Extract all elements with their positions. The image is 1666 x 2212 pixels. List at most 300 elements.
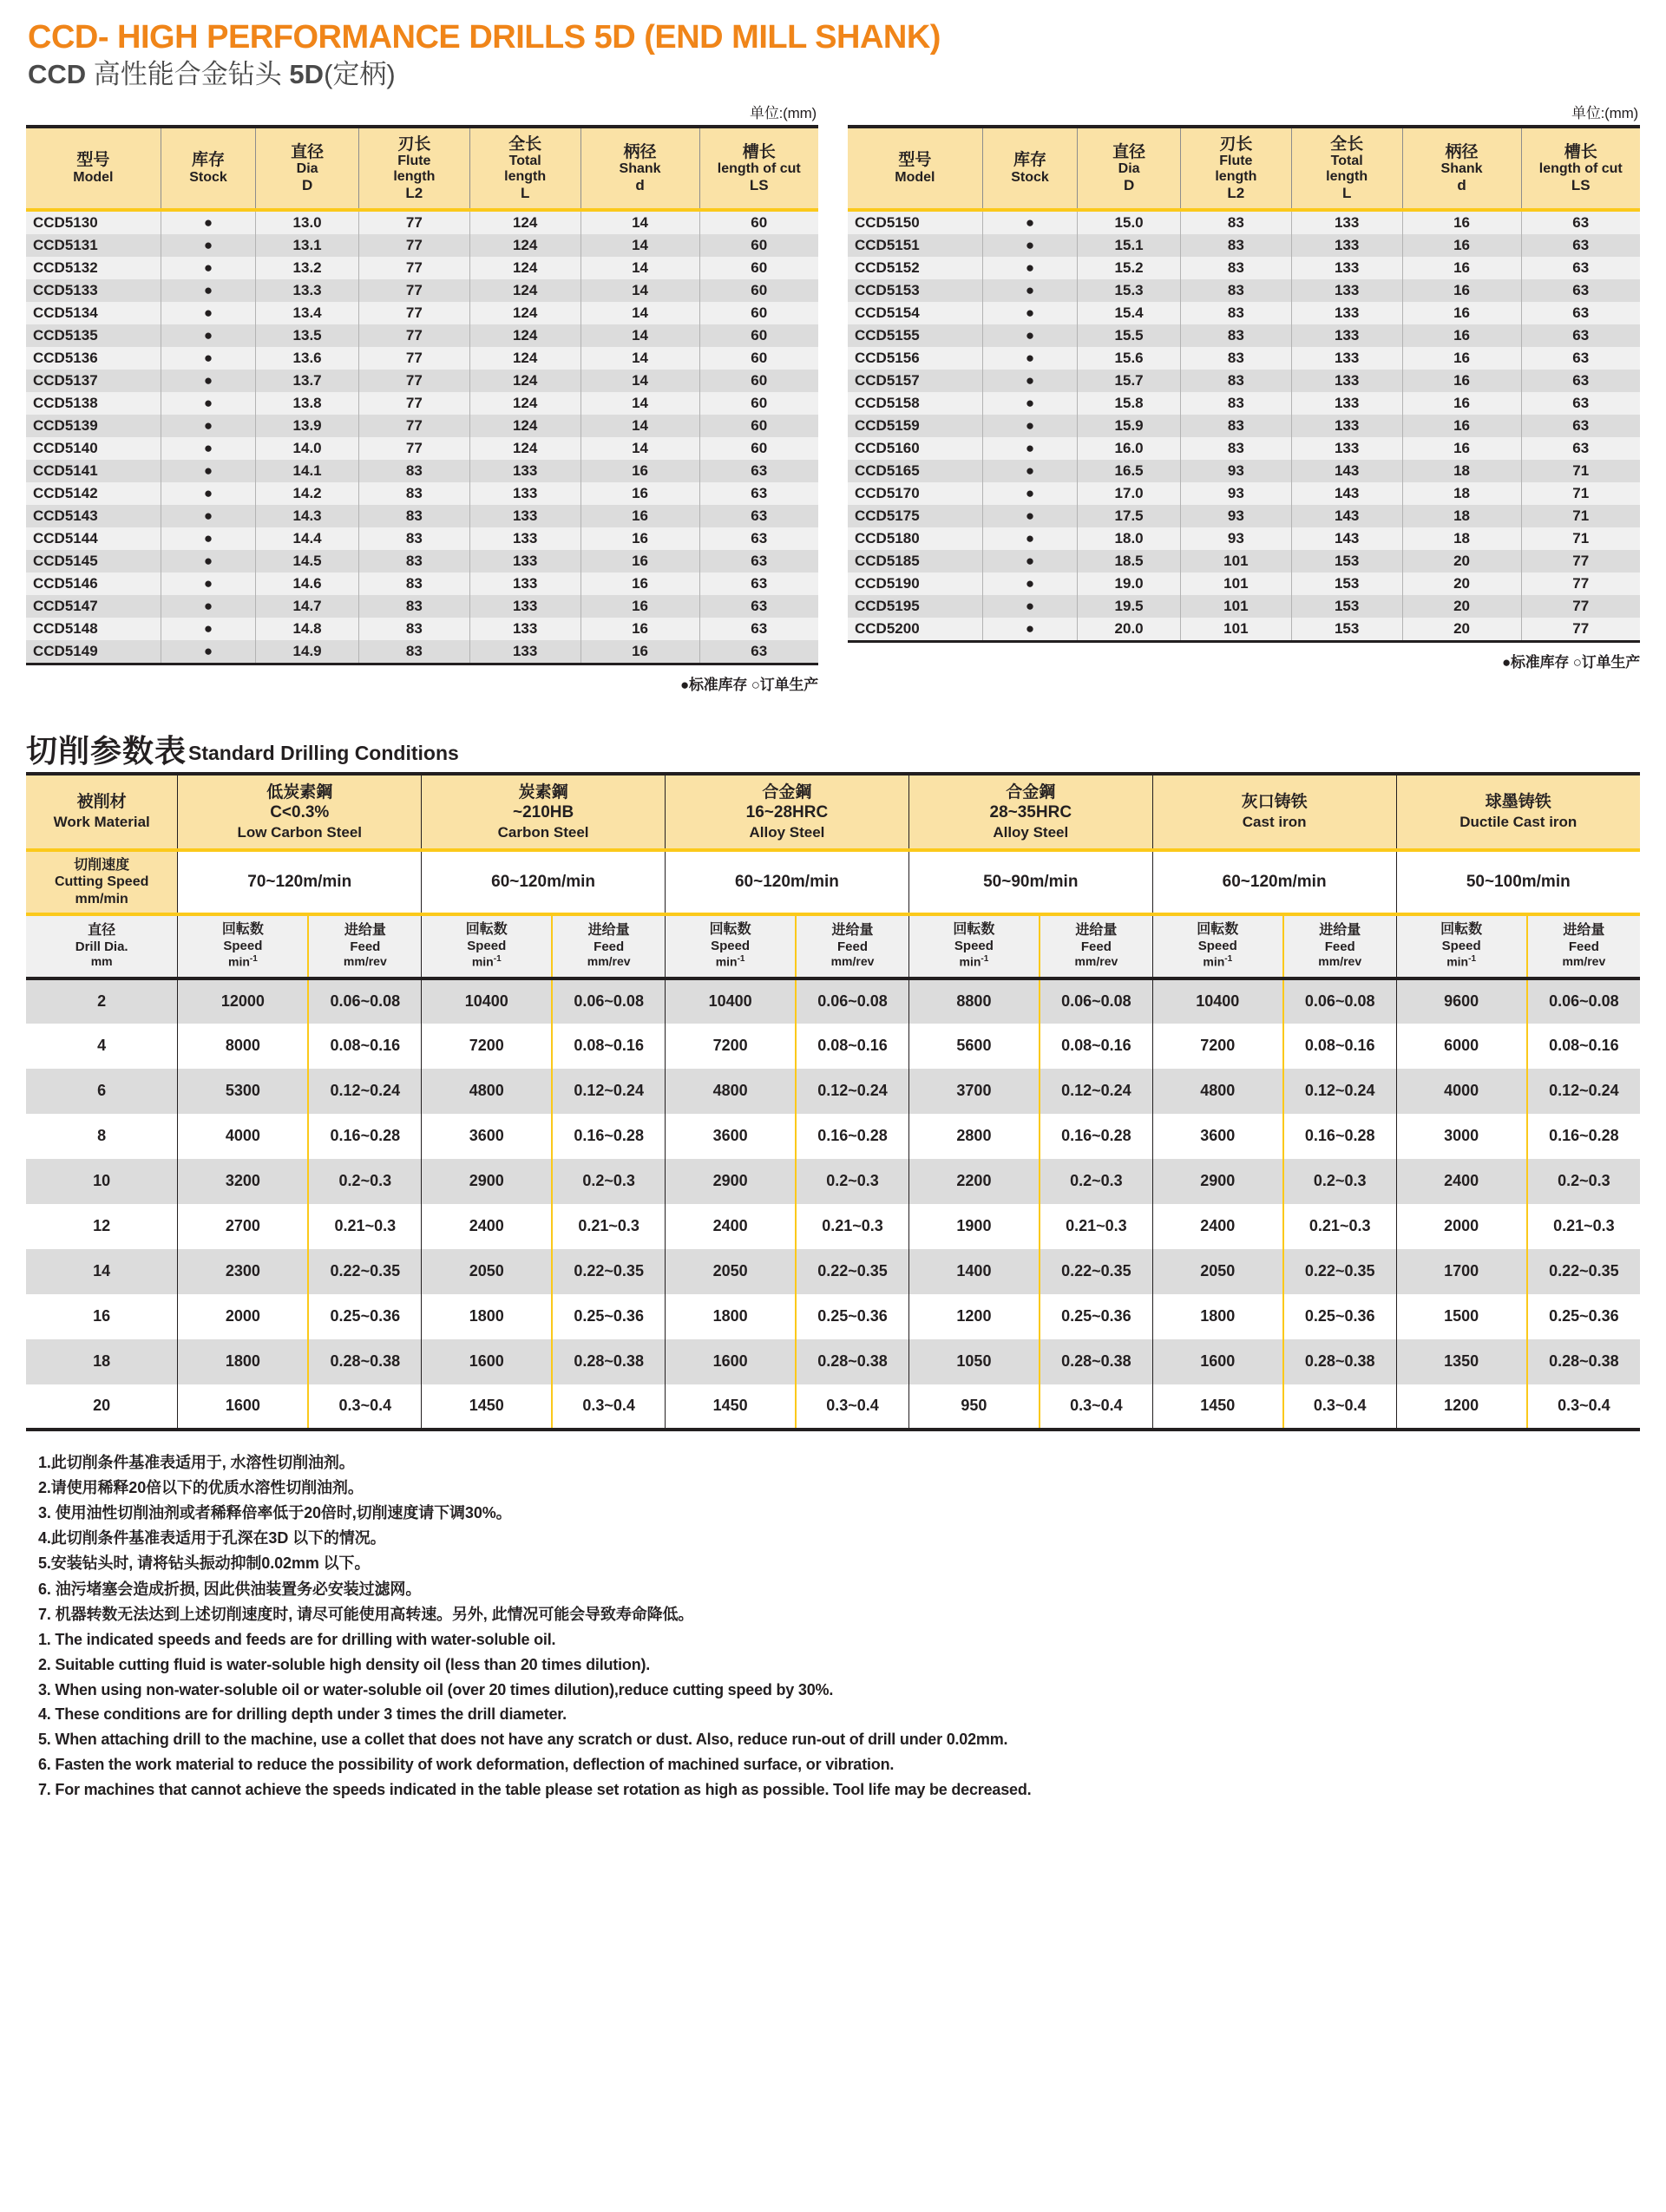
table-row [26, 640, 818, 664]
spec-value-cell: 60 [699, 324, 818, 347]
feed-cell: 0.25~0.36 [796, 1294, 908, 1339]
spec-value-cell: 133 [1291, 257, 1402, 279]
footnote-chinese: 7. 机器转数无法达到上述切削速度时, 请尽可能使用高转速。另外, 此情况可能会导致寿命降低。 [38, 1605, 694, 1623]
feed-cell: 0.3~0.4 [796, 1384, 908, 1430]
feed-cell: 0.06~0.08 [308, 978, 421, 1024]
model-cell: CCD5148 [26, 618, 161, 640]
table-row [26, 527, 818, 550]
spec-value-cell: 124 [469, 324, 580, 347]
spec-value-cell: 83 [358, 482, 469, 505]
stock-cell [982, 460, 1078, 482]
feed-cell: 0.06~0.08 [1527, 978, 1640, 1024]
spec-value-cell: 63 [1521, 324, 1640, 347]
speed-subheader [1152, 914, 1283, 978]
spec-value-cell: 77 [1521, 573, 1640, 595]
spec-col-header-en: Total length [504, 154, 547, 185]
stock-dot-icon: ● [203, 213, 213, 231]
spec-value-cell: 60 [699, 302, 818, 324]
stock-cell [161, 370, 256, 392]
feed-label-cn: 进给量 [587, 922, 630, 938]
speed-cell: 3600 [1152, 1114, 1283, 1159]
spec-value-cell: 77 [358, 347, 469, 370]
feed-cell: 0.21~0.3 [796, 1204, 908, 1249]
stock-dot-icon: ● [203, 236, 213, 253]
model-cell: CCD5146 [26, 573, 161, 595]
spec-value-cell: 124 [469, 347, 580, 370]
table-row [848, 370, 1640, 392]
speed-label-en: Speed [223, 939, 263, 954]
spec-value-cell: 143 [1291, 505, 1402, 527]
spec-value-cell: 13.9 [256, 415, 359, 437]
stock-cell [161, 482, 256, 505]
spec-col-header [1402, 127, 1521, 210]
table-row [26, 279, 818, 302]
drill-dia-cell: 18 [26, 1339, 178, 1384]
spec-value-cell: 83 [1180, 392, 1291, 415]
table-row [26, 210, 818, 234]
speed-cell: 1350 [1396, 1339, 1527, 1384]
stock-dot-icon: ● [1025, 484, 1035, 501]
stock-dot-icon: ● [1025, 371, 1035, 389]
table-row [26, 1159, 1640, 1204]
spec-table-right-column [848, 101, 1640, 671]
spec-value-cell: 71 [1521, 460, 1640, 482]
unit-label-left: 单位:(mm) [750, 104, 817, 121]
speed-cell: 3700 [908, 1069, 1040, 1114]
stock-dot-icon: ● [203, 281, 213, 298]
speed-cell: 1450 [1152, 1384, 1283, 1430]
model-cell: CCD5134 [26, 302, 161, 324]
spec-col-header [26, 127, 161, 210]
spec-value-cell: 63 [1521, 302, 1640, 324]
spec-value-cell: 153 [1291, 550, 1402, 573]
table-row [26, 392, 818, 415]
stock-cell [982, 347, 1078, 370]
spec-col-header-symbol: d [1457, 177, 1466, 194]
material-name-cn: 球墨铸铁 [1485, 793, 1551, 812]
feed-label-en: Feed [1568, 939, 1599, 954]
speed-subheader [908, 914, 1040, 978]
spec-value-cell: 133 [469, 595, 580, 618]
stock-cell [161, 234, 256, 257]
feed-cell: 0.12~0.24 [552, 1069, 665, 1114]
spec-col-header [1180, 127, 1291, 210]
spec-col-header-cn: 库存 [1013, 151, 1046, 170]
stock-dot-icon: ● [1025, 281, 1035, 298]
feed-cell: 0.21~0.3 [552, 1204, 665, 1249]
spec-col-header-cn: 槽长 [742, 142, 776, 161]
table-row [848, 527, 1640, 550]
spec-value-cell: 63 [699, 595, 818, 618]
model-cell: CCD5133 [26, 279, 161, 302]
table-row [848, 257, 1640, 279]
spec-col-header [848, 127, 982, 210]
speed-cell: 4800 [666, 1069, 797, 1114]
drill-dia-cell: 4 [26, 1024, 178, 1069]
feed-cell: 0.21~0.3 [308, 1204, 421, 1249]
cutting-speed-value: 60~120m/min [1152, 850, 1396, 914]
stock-dot-icon: ● [203, 552, 213, 569]
speed-cell: 1800 [178, 1339, 309, 1384]
spec-value-cell: 77 [1521, 595, 1640, 618]
table-row [26, 482, 818, 505]
spec-value-cell: 14.3 [256, 505, 359, 527]
spec-value-cell: 60 [699, 347, 818, 370]
model-cell: CCD5180 [848, 527, 982, 550]
stock-dot-icon: ● [1025, 552, 1035, 569]
stock-cell [161, 392, 256, 415]
spec-value-cell: 16 [580, 482, 699, 505]
speed-cell: 3600 [422, 1114, 553, 1159]
speed-cell: 12000 [178, 978, 309, 1024]
speed-feed-subheader-row [26, 914, 1640, 978]
spec-value-cell: 15.2 [1078, 257, 1181, 279]
work-material-label-en: Work Material [53, 814, 150, 831]
speed-label-en: Speed [1441, 939, 1481, 954]
stock-dot-icon: ● [1025, 213, 1035, 231]
feed-cell: 0.08~0.16 [1040, 1024, 1152, 1069]
table-row [848, 618, 1640, 642]
speed-cell: 1600 [422, 1339, 553, 1384]
table-row [26, 460, 818, 482]
speed-label-cn: 回転数 [1197, 922, 1239, 938]
speed-cell: 2000 [1396, 1204, 1527, 1249]
stock-cell [982, 302, 1078, 324]
speed-unit: $\min^{-1}$ [1446, 954, 1477, 969]
spec-col-header-symbol: d [635, 177, 645, 194]
spec-value-cell: 133 [469, 550, 580, 573]
spec-col-header-cn: 直径 [1112, 142, 1146, 161]
stock-cell [161, 415, 256, 437]
stock-dot-icon: ● [203, 326, 213, 344]
spec-value-cell: 13.4 [256, 302, 359, 324]
spec-col-header-en: Dia [296, 161, 318, 177]
spec-value-cell: 63 [699, 482, 818, 505]
material-header-cell [1396, 774, 1640, 851]
spec-table-left [26, 125, 818, 665]
speed-label-cn: 回転数 [953, 922, 995, 938]
spec-value-cell: 16 [1402, 302, 1521, 324]
spec-value-cell: 15.3 [1078, 279, 1181, 302]
feed-cell: 0.2~0.3 [1040, 1159, 1152, 1204]
feed-cell: 0.06~0.08 [552, 978, 665, 1024]
spec-col-header-symbol: D [301, 177, 313, 194]
spec-col-header-cn: 柄径 [1445, 142, 1479, 161]
spec-col-header-cn: 库存 [191, 151, 225, 170]
spec-value-cell: 83 [1180, 279, 1291, 302]
spec-value-cell: 60 [699, 279, 818, 302]
speed-cell: 1800 [422, 1294, 553, 1339]
spec-col-header-cn: 直径 [291, 142, 325, 161]
spec-value-cell: 13.3 [256, 279, 359, 302]
stock-dot-icon: ● [203, 416, 213, 434]
feed-cell: 0.22~0.35 [796, 1249, 908, 1294]
speed-cell: 7200 [422, 1024, 553, 1069]
spec-value-cell: 16 [580, 573, 699, 595]
spec-value-cell: 14 [580, 324, 699, 347]
model-cell: CCD5165 [848, 460, 982, 482]
cutting-speed-label-cn: 切削速度 [74, 858, 130, 874]
spec-value-cell: 15.9 [1078, 415, 1181, 437]
spec-col-header-symbol: L [520, 185, 530, 202]
speed-cell: 2900 [422, 1159, 553, 1204]
spec-value-cell: 13.0 [256, 210, 359, 234]
stock-dot-icon: ● [1025, 619, 1035, 637]
feed-cell: 0.08~0.16 [308, 1024, 421, 1069]
spec-value-cell: 133 [1291, 302, 1402, 324]
stock-dot-icon: ● [203, 507, 213, 524]
speed-label-en: Speed [1197, 939, 1237, 954]
stock-cell [161, 347, 256, 370]
model-cell: CCD5157 [848, 370, 982, 392]
feed-label-cn: 进给量 [1075, 922, 1118, 938]
stock-cell [982, 370, 1078, 392]
spec-value-cell: 16 [1402, 437, 1521, 460]
model-cell: CCD5132 [26, 257, 161, 279]
page-title-english: CCD- HIGH PERFORMANCE DRILLS 5D (END MILL SHANK) [28, 19, 941, 56]
table-row [26, 573, 818, 595]
stock-cell [982, 527, 1078, 550]
spec-value-cell: 133 [469, 618, 580, 640]
spec-value-cell: 15.0 [1078, 210, 1181, 234]
title-cn-body: 高性能合金钻头 [93, 58, 282, 89]
spec-value-cell: 63 [1521, 347, 1640, 370]
spec-col-header [982, 127, 1078, 210]
table-row [848, 210, 1640, 234]
spec-col-header-symbol: D [1123, 177, 1135, 194]
stock-dot-icon: ● [1025, 439, 1035, 456]
spec-col-header [469, 127, 580, 210]
feed-cell: 0.3~0.4 [308, 1384, 421, 1430]
spec-value-cell: 83 [1180, 370, 1291, 392]
spec-value-cell: 93 [1180, 460, 1291, 482]
spec-value-cell: 77 [358, 210, 469, 234]
speed-unit: $\min^{-1}$ [959, 954, 989, 969]
speed-unit: $\min^{-1}$ [1203, 954, 1233, 969]
cutting-heading-chinese: 切削参数表 [26, 732, 187, 769]
spec-value-cell: 16 [1402, 279, 1521, 302]
table-row [26, 347, 818, 370]
model-cell: CCD5136 [26, 347, 161, 370]
table-row [26, 978, 1640, 1024]
spec-value-cell: 83 [358, 595, 469, 618]
spec-value-cell: 60 [699, 437, 818, 460]
feed-cell: 0.21~0.3 [1283, 1204, 1396, 1249]
spec-value-cell: 15.7 [1078, 370, 1181, 392]
feed-label-en: Feed [350, 939, 381, 954]
speed-cell: 4800 [422, 1069, 553, 1114]
material-name-en: Cast iron [1242, 814, 1307, 831]
cutting-conditions-heading [26, 732, 1640, 769]
speed-cell: 2000 [178, 1294, 309, 1339]
spec-value-cell: 83 [358, 527, 469, 550]
spec-col-header-symbol: L [1341, 185, 1352, 202]
spec-value-cell: 77 [358, 234, 469, 257]
spec-value-cell: 14 [580, 347, 699, 370]
material-name-cn: 合金鋼 [1006, 782, 1056, 802]
drill-dia-cell: 2 [26, 978, 178, 1024]
spec-value-cell: 93 [1180, 482, 1291, 505]
model-cell: CCD5152 [848, 257, 982, 279]
table-row [26, 1294, 1640, 1339]
spec-col-header-en: length of cut [1538, 161, 1623, 177]
stock-cell [982, 505, 1078, 527]
spec-value-cell: 83 [1180, 347, 1291, 370]
spec-value-cell: 124 [469, 392, 580, 415]
spec-value-cell: 124 [469, 210, 580, 234]
spec-value-cell: 16 [580, 550, 699, 573]
drill-dia-cell: 16 [26, 1294, 178, 1339]
stock-cell [161, 437, 256, 460]
model-cell: CCD5137 [26, 370, 161, 392]
spec-value-cell: 83 [1180, 257, 1291, 279]
material-header-cell [178, 774, 422, 851]
spec-value-cell: 17.5 [1078, 505, 1181, 527]
spec-col-header-en: Flute length [393, 154, 436, 185]
spec-value-cell: 16 [1402, 324, 1521, 347]
spec-value-cell: 16 [1402, 415, 1521, 437]
stock-cell [982, 573, 1078, 595]
speed-cell: 1450 [666, 1384, 797, 1430]
spec-col-header-cn: 刃长 [397, 134, 431, 154]
model-cell: CCD5143 [26, 505, 161, 527]
spec-value-cell: 14.0 [256, 437, 359, 460]
model-cell: CCD5131 [26, 234, 161, 257]
speed-unit: $\min^{-1}$ [228, 954, 258, 969]
feed-cell: 0.28~0.38 [796, 1339, 908, 1384]
spec-col-header [1521, 127, 1640, 210]
speed-label-cn: 回転数 [221, 922, 264, 938]
model-cell: CCD5175 [848, 505, 982, 527]
stock-dot-icon: ● [1025, 529, 1035, 546]
spec-value-cell: 16 [1402, 347, 1521, 370]
stock-dot-icon: ● [1025, 394, 1035, 411]
table-row [848, 505, 1640, 527]
feed-label-cn: 进给量 [831, 922, 874, 938]
spec-value-cell: 13.2 [256, 257, 359, 279]
feed-cell: 0.3~0.4 [552, 1384, 665, 1430]
feed-subheader [1527, 914, 1640, 978]
spec-value-cell: 14.2 [256, 482, 359, 505]
spec-value-cell: 14 [580, 302, 699, 324]
stock-dot-icon: ● [1025, 349, 1035, 366]
spec-value-cell: 133 [1291, 347, 1402, 370]
feed-subheader [1283, 914, 1396, 978]
spec-value-cell: 16 [1402, 257, 1521, 279]
feed-unit: mm/rev [587, 954, 631, 969]
speed-cell: 1600 [178, 1384, 309, 1430]
spec-table-left-body [26, 210, 818, 664]
material-name-cn: 合金鋼 [762, 782, 812, 802]
speed-cell: 1200 [908, 1294, 1040, 1339]
stock-dot-icon: ● [203, 642, 213, 659]
spec-value-cell: 18.0 [1078, 527, 1181, 550]
model-cell: CCD5156 [848, 347, 982, 370]
cutting-speed-value: 70~120m/min [178, 850, 422, 914]
speed-cell: 950 [908, 1384, 1040, 1430]
model-cell: CCD5147 [26, 595, 161, 618]
spec-value-cell: 63 [1521, 279, 1640, 302]
cutting-speed-label [26, 850, 178, 914]
model-cell: CCD5195 [848, 595, 982, 618]
stock-dot-icon: ● [203, 371, 213, 389]
feed-cell: 0.08~0.16 [1527, 1024, 1640, 1069]
stock-dot-icon: ● [1025, 574, 1035, 592]
speed-cell: 3600 [666, 1114, 797, 1159]
model-cell: CCD5200 [848, 618, 982, 642]
spec-col-header-en: Total length [1326, 154, 1368, 185]
spec-value-cell: 16.5 [1078, 460, 1181, 482]
spec-value-cell: 83 [1180, 302, 1291, 324]
spec-value-cell: 133 [469, 482, 580, 505]
spec-value-cell: 77 [358, 302, 469, 324]
spec-value-cell: 63 [699, 618, 818, 640]
spec-value-cell: 63 [699, 640, 818, 664]
spec-value-cell: 71 [1521, 482, 1640, 505]
feed-label-cn: 进给量 [1563, 922, 1605, 938]
spec-value-cell: 18 [1402, 460, 1521, 482]
spec-value-cell: 133 [1291, 415, 1402, 437]
feed-unit: mm/rev [830, 954, 875, 969]
speed-label-en: Speed [711, 939, 751, 954]
spec-value-cell: 124 [469, 415, 580, 437]
material-name-en: Alloy Steel [993, 824, 1069, 841]
table-row [26, 1069, 1640, 1114]
feed-cell: 0.25~0.36 [1527, 1294, 1640, 1339]
spec-value-cell: 77 [358, 392, 469, 415]
stock-dot-icon: ● [1025, 416, 1035, 434]
spec-col-header [358, 127, 469, 210]
spec-value-cell: 83 [1180, 415, 1291, 437]
spec-value-cell: 18 [1402, 527, 1521, 550]
drill-dia-cell: 8 [26, 1114, 178, 1159]
spec-col-header-cn: 刃长 [1219, 134, 1253, 154]
spec-value-cell: 83 [1180, 324, 1291, 347]
speed-cell: 1500 [1396, 1294, 1527, 1339]
table-row [848, 279, 1640, 302]
stock-cell [982, 482, 1078, 505]
model-cell: CCD5135 [26, 324, 161, 347]
table-row [848, 324, 1640, 347]
feed-cell: 0.22~0.35 [1283, 1249, 1396, 1294]
stock-cell [161, 550, 256, 573]
footnote-chinese: 2.请使用稀释20倍以下的优质水溶性切削油剂。 [38, 1479, 364, 1496]
footnotes-english [38, 1627, 1640, 1803]
feed-cell: 0.08~0.16 [796, 1024, 908, 1069]
feed-cell: 0.2~0.3 [796, 1159, 908, 1204]
spec-value-cell: 63 [1521, 257, 1640, 279]
feed-subheader [1040, 914, 1152, 978]
spec-col-header-en: Model [73, 169, 114, 185]
speed-label-cn: 回転数 [1440, 922, 1483, 938]
stock-dot-icon: ● [1025, 461, 1035, 479]
spec-value-cell: 143 [1291, 527, 1402, 550]
footnote-chinese: 3. 使用油性切削油剂或者稀释倍率低于20倍时,切削速度请下调30%。 [38, 1504, 512, 1522]
table-row [848, 595, 1640, 618]
stock-cell [161, 257, 256, 279]
cutting-table-head [26, 774, 1640, 978]
spec-value-cell: 77 [358, 324, 469, 347]
spec-value-cell: 83 [358, 640, 469, 664]
spec-value-cell: 14.5 [256, 550, 359, 573]
stock-cell [161, 302, 256, 324]
spec-table-right-head [848, 127, 1640, 210]
table-row [848, 415, 1640, 437]
speed-cell: 1700 [1396, 1249, 1527, 1294]
speed-cell: 10400 [666, 978, 797, 1024]
stock-cell [161, 595, 256, 618]
speed-cell: 3200 [178, 1159, 309, 1204]
